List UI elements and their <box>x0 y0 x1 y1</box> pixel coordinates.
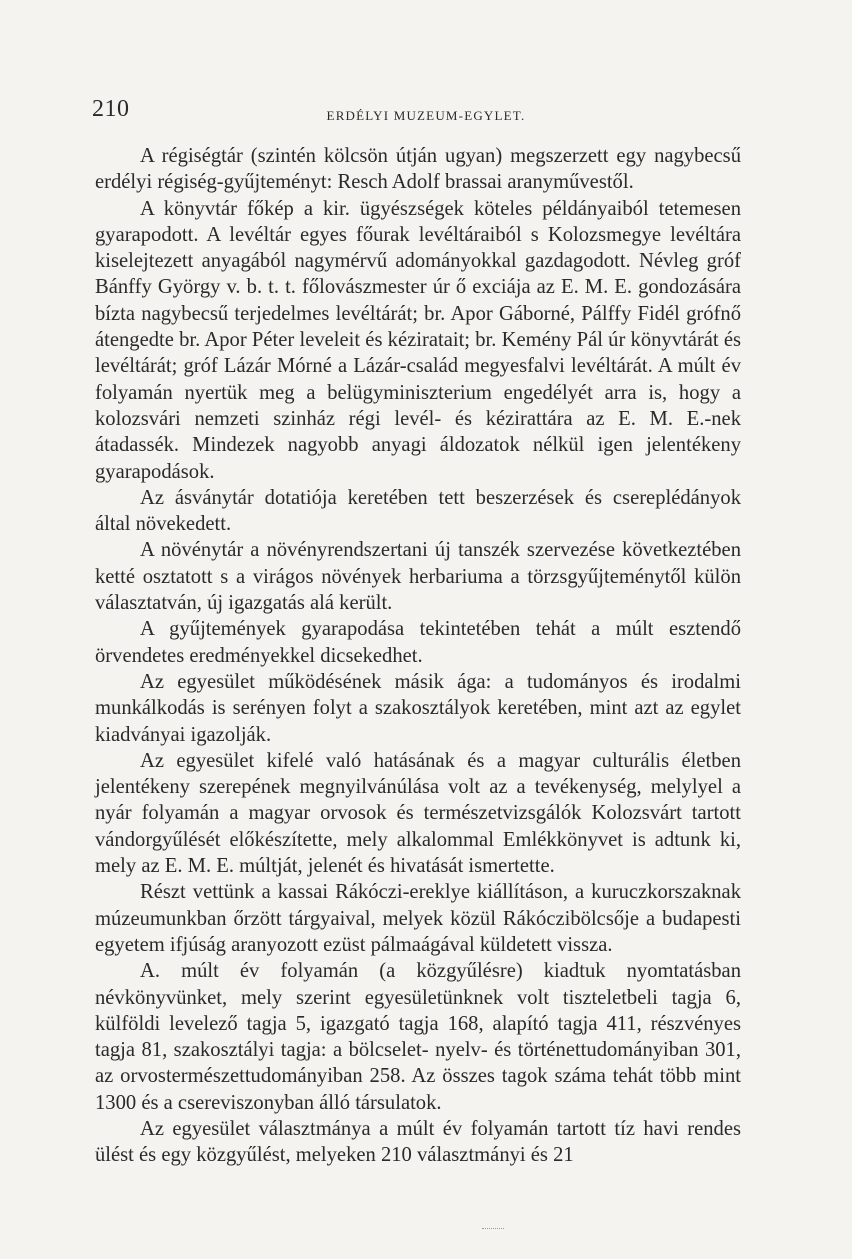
running-header-title: ERDÉLYI MUZEUM-EGYLET. <box>326 108 526 123</box>
paragraph-rakoczi-kiallitas: Részt vettünk a kassai Rákóczi-ereklye kiállításon, a kuruczkorszaknak múzeumunkban őrzött tárgyaival, melyek közül Rákóczibölcsője a budapesti egyetem ifjúság aranyozott ezüst pálmaágával küldetett vissza. <box>95 881 741 956</box>
paragraph-regisegtar: A régiségtár (szintén kölcsön útján ugyan) megszerzett egy nagybecsű erdélyi régiség-gyűjteményt: Resch Adolf brassai aranyművestől. <box>95 145 741 194</box>
paragraph-vandorgyules: Az egyesület kifelé való hatásának és a magyar culturális életben jelentékeny szerepének megnyilvánúlása volt az a tevékenység, melylyel a nyár folyamán a magyar orvosok és természetvizsgálók Kolozsvárt tartott vándorgyűlését előkészítette, mely alkalommal Emlékkönyvet is adtunk ki, mely az E. M. E. múltját, jelenét és hivatását ismertette. <box>95 749 741 878</box>
page-number: 210 <box>92 96 130 122</box>
body-text <box>95 143 741 1169</box>
print-speck <box>482 1228 504 1233</box>
paragraph-konyvtar-leveltar: A könyvtár főkép a kir. ügyészségek köteles példányaiból tetemesen gyarapodott. A levéltár egyes főurak levéltáraiból s Kolozsmegye levéltára kiselejtezett anyagából nagymérvű adományokkal gazdagodott. Névleg gróf Bánffy György v. b. t. t. főlovászmester úr ő exciája az E. M. E. gondozására bízta nagybecsű terjedelmes levéltárát; br. Apor Gáborné, Pálffy Fidél grófnő átengedte br. Apor Péter leveleit és kéziratait; br. Kemény Pál úr könyvtárát és levéltárát; gróf Lázár Mórné a Lázár-család megyesfalvi levéltárát. A múlt év folyamán nyertük meg a belügyminiszterium engedélyét arra is, hogy a kolozsvári nemzeti szinház régi levél- és kézirattára az E. M. E.-nek átadassék. Mindezek nagyobb anyagi áldozatok nélkül igen jelentékeny gyarapodások. <box>95 197 741 483</box>
paragraph-novenytar: A növénytár a növényrendszertani új tanszék szervezése következtében ketté osztatott s a virágos növények herbariuma a törzsgyűjteménytől külön választatván, új igazgatás alá került. <box>95 539 741 615</box>
paragraph-nevkonyv: A. múlt év folyamán (a közgyűlésre) kiadtuk nyomtatásban névkönyvünket, mely szerint egyesületünknek volt tiszteletbeli tagja 6, külföldi levelező tagja 5, igazgató tagja 168, alapító tagja 411, részvényes tagja 81, szakosztályi tagja: a bölcselet- nyelv- és történettudományiban 301, az orvostermészettudományiban 258. Az összes tagok száma tehát több mint 1300 és a csereviszonyban álló társulatok. <box>95 960 741 1114</box>
paragraph-asvanytar: Az ásványtár dotatiója keretében tett beszerzések és csereplédányok által növekedett. <box>95 486 741 536</box>
paragraph-irodalmi-munkalkodas: Az egyesület működésének másik ága: a tudományos és irodalmi munkálkodás is serényen folyt a szakosztályok keretében, mint azt az egylet kiadványai igazolják. <box>95 670 741 746</box>
paragraph-gyujtemenyek: A gyűjtemények gyarapodása tekintetében tehát a múlt esztendő örvendetes eredményekkel dicsekedhet. <box>95 618 741 667</box>
paragraph-valasztmany: Az egyesület választmánya a múlt év folyamán tartott tíz havi rendes ülést és egy közgyűlést, melyeken 210 választmányi és 21 <box>95 1117 741 1167</box>
